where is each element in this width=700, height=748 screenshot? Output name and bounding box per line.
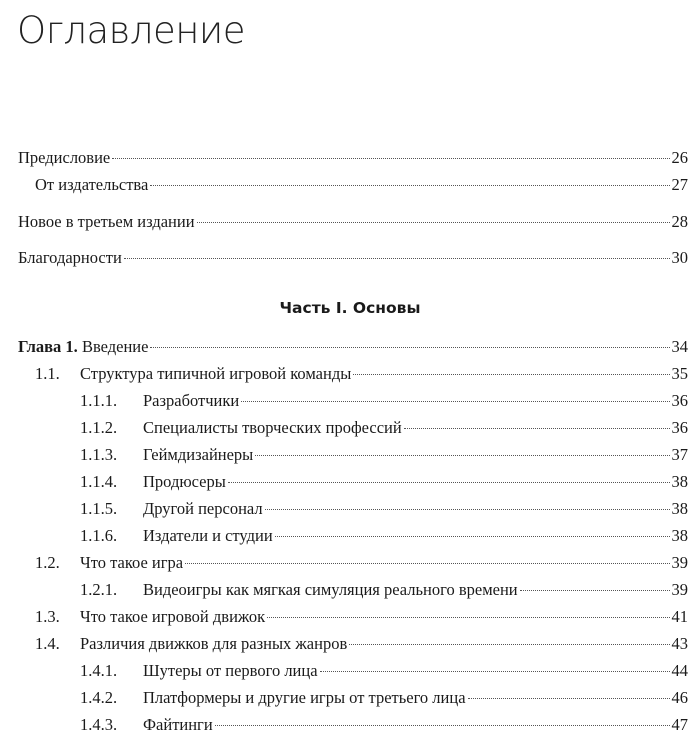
section-number: 1.1.1. [80,391,118,410]
toc-page-number: 26 [671,148,688,167]
toc-page-number: 35 [671,364,688,383]
part-heading: Часть I. Основы [279,299,421,317]
toc-entry-section[interactable] [0,606,688,628]
toc-entry-title: Видеоигры как мягкая симуляция реального времени [143,580,518,599]
dot-leader [150,185,669,186]
toc-entry-subsection[interactable] [0,579,688,601]
chapter-title: Введение [81,337,149,356]
section-number: 1.1.6. [80,526,118,545]
toc-page-number: 27 [671,175,688,194]
section-number: 1.2.1. [80,580,118,599]
toc-page-number: 46 [671,688,688,707]
dot-leader [349,644,669,645]
toc-entry-chapter-1[interactable] [0,336,688,358]
section-number: 1.1. [35,364,60,383]
toc-page-number: 30 [671,248,688,267]
toc-page-number: 41 [671,607,688,626]
page-title: Оглавление [17,9,246,52]
toc-entry-third-edition[interactable] [0,211,688,233]
dot-leader [275,536,670,537]
section-number: 1.3. [35,607,60,626]
section-number: 1.1.2. [80,418,118,437]
toc-entry-section[interactable] [0,633,688,655]
toc-entry-title: Различия движков для разных жанров [80,634,348,653]
dot-leader [241,401,669,402]
toc-page-number: 38 [671,499,688,518]
toc-entry-title: Продюсеры [143,472,226,491]
dot-leader [265,509,670,510]
toc-entry-subsection[interactable] [0,471,688,493]
toc-entry-title: Файтинги [143,715,213,734]
section-number: 1.4. [35,634,60,653]
toc-page-number: 47 [671,715,688,734]
section-number: 1.4.3. [80,715,118,734]
toc-entry-section[interactable] [0,363,688,385]
toc-entry-title: Новое в третьем издании [18,212,195,231]
toc-entry-preface[interactable] [0,147,688,169]
toc-entry-title: Издатели и студии [143,526,273,545]
toc-page-number: 37 [671,445,688,464]
toc-entry-title: Специалисты творческих профессий [143,418,402,437]
toc-entry-subsection[interactable] [0,390,688,412]
toc-entry-title: Структура типичной игровой команды [80,364,352,383]
dot-leader [185,563,669,564]
chapter-label: Глава 1. [18,337,78,356]
toc-entry-subsection[interactable] [0,525,688,547]
toc-page-number: 39 [671,553,688,572]
toc-entry-title: Благодарности [18,248,122,267]
dot-leader [353,374,669,375]
toc-page-number: 38 [671,472,688,491]
dot-leader [112,158,669,159]
section-number: 1.1.5. [80,499,118,518]
section-number: 1.4.1. [80,661,118,680]
toc-page-number: 43 [671,634,688,653]
toc-entry-subsection[interactable] [0,660,688,682]
dot-leader [197,222,670,223]
toc-entry-title [18,336,148,358]
section-number: 1.1.3. [80,445,118,464]
toc-entry-section[interactable] [0,552,688,574]
dot-leader [215,725,670,726]
dot-leader [228,482,670,483]
dot-leader [150,347,669,348]
toc-entry-title: Что такое игра [80,553,184,572]
toc-entry-title: Предисловие [18,148,111,167]
toc-page-number: 28 [671,212,688,231]
toc-entry-subsection[interactable] [0,714,688,736]
dot-leader [320,671,670,672]
toc-page-number: 36 [671,391,688,410]
section-number: 1.1.4. [80,472,118,491]
dot-leader [468,698,670,699]
toc-page-number: 38 [671,526,688,545]
toc-entry-title: От издательства [35,175,149,194]
dot-leader [404,428,670,429]
toc-entry-title: Платформеры и другие игры от третьего лица [143,688,466,707]
dot-leader [520,590,670,591]
toc-entry-subsection[interactable] [0,444,688,466]
toc-entry-title: Разработчики [143,391,240,410]
toc-page-number: 44 [671,661,688,680]
toc-entry-acknowledgements[interactable] [0,247,688,269]
toc-entry-subsection[interactable] [0,417,688,439]
toc-entry-title: Шутеры от первого лица [143,661,318,680]
section-number: 1.2. [35,553,60,572]
toc-entry-from-publisher[interactable] [0,174,688,196]
dot-leader [124,258,670,259]
dot-leader [267,617,669,618]
toc-entry-title: Другой персонал [143,499,263,518]
dot-leader [255,455,669,456]
toc-entry-subsection[interactable] [0,687,688,709]
toc-page-number: 39 [671,580,688,599]
toc-page-number: 36 [671,418,688,437]
toc-entry-title: Что такое игровой движок [80,607,266,626]
toc-page-number: 34 [671,337,688,356]
toc-entry-subsection[interactable] [0,498,688,520]
section-number: 1.4.2. [80,688,118,707]
toc-entry-title: Геймдизайнеры [143,445,254,464]
